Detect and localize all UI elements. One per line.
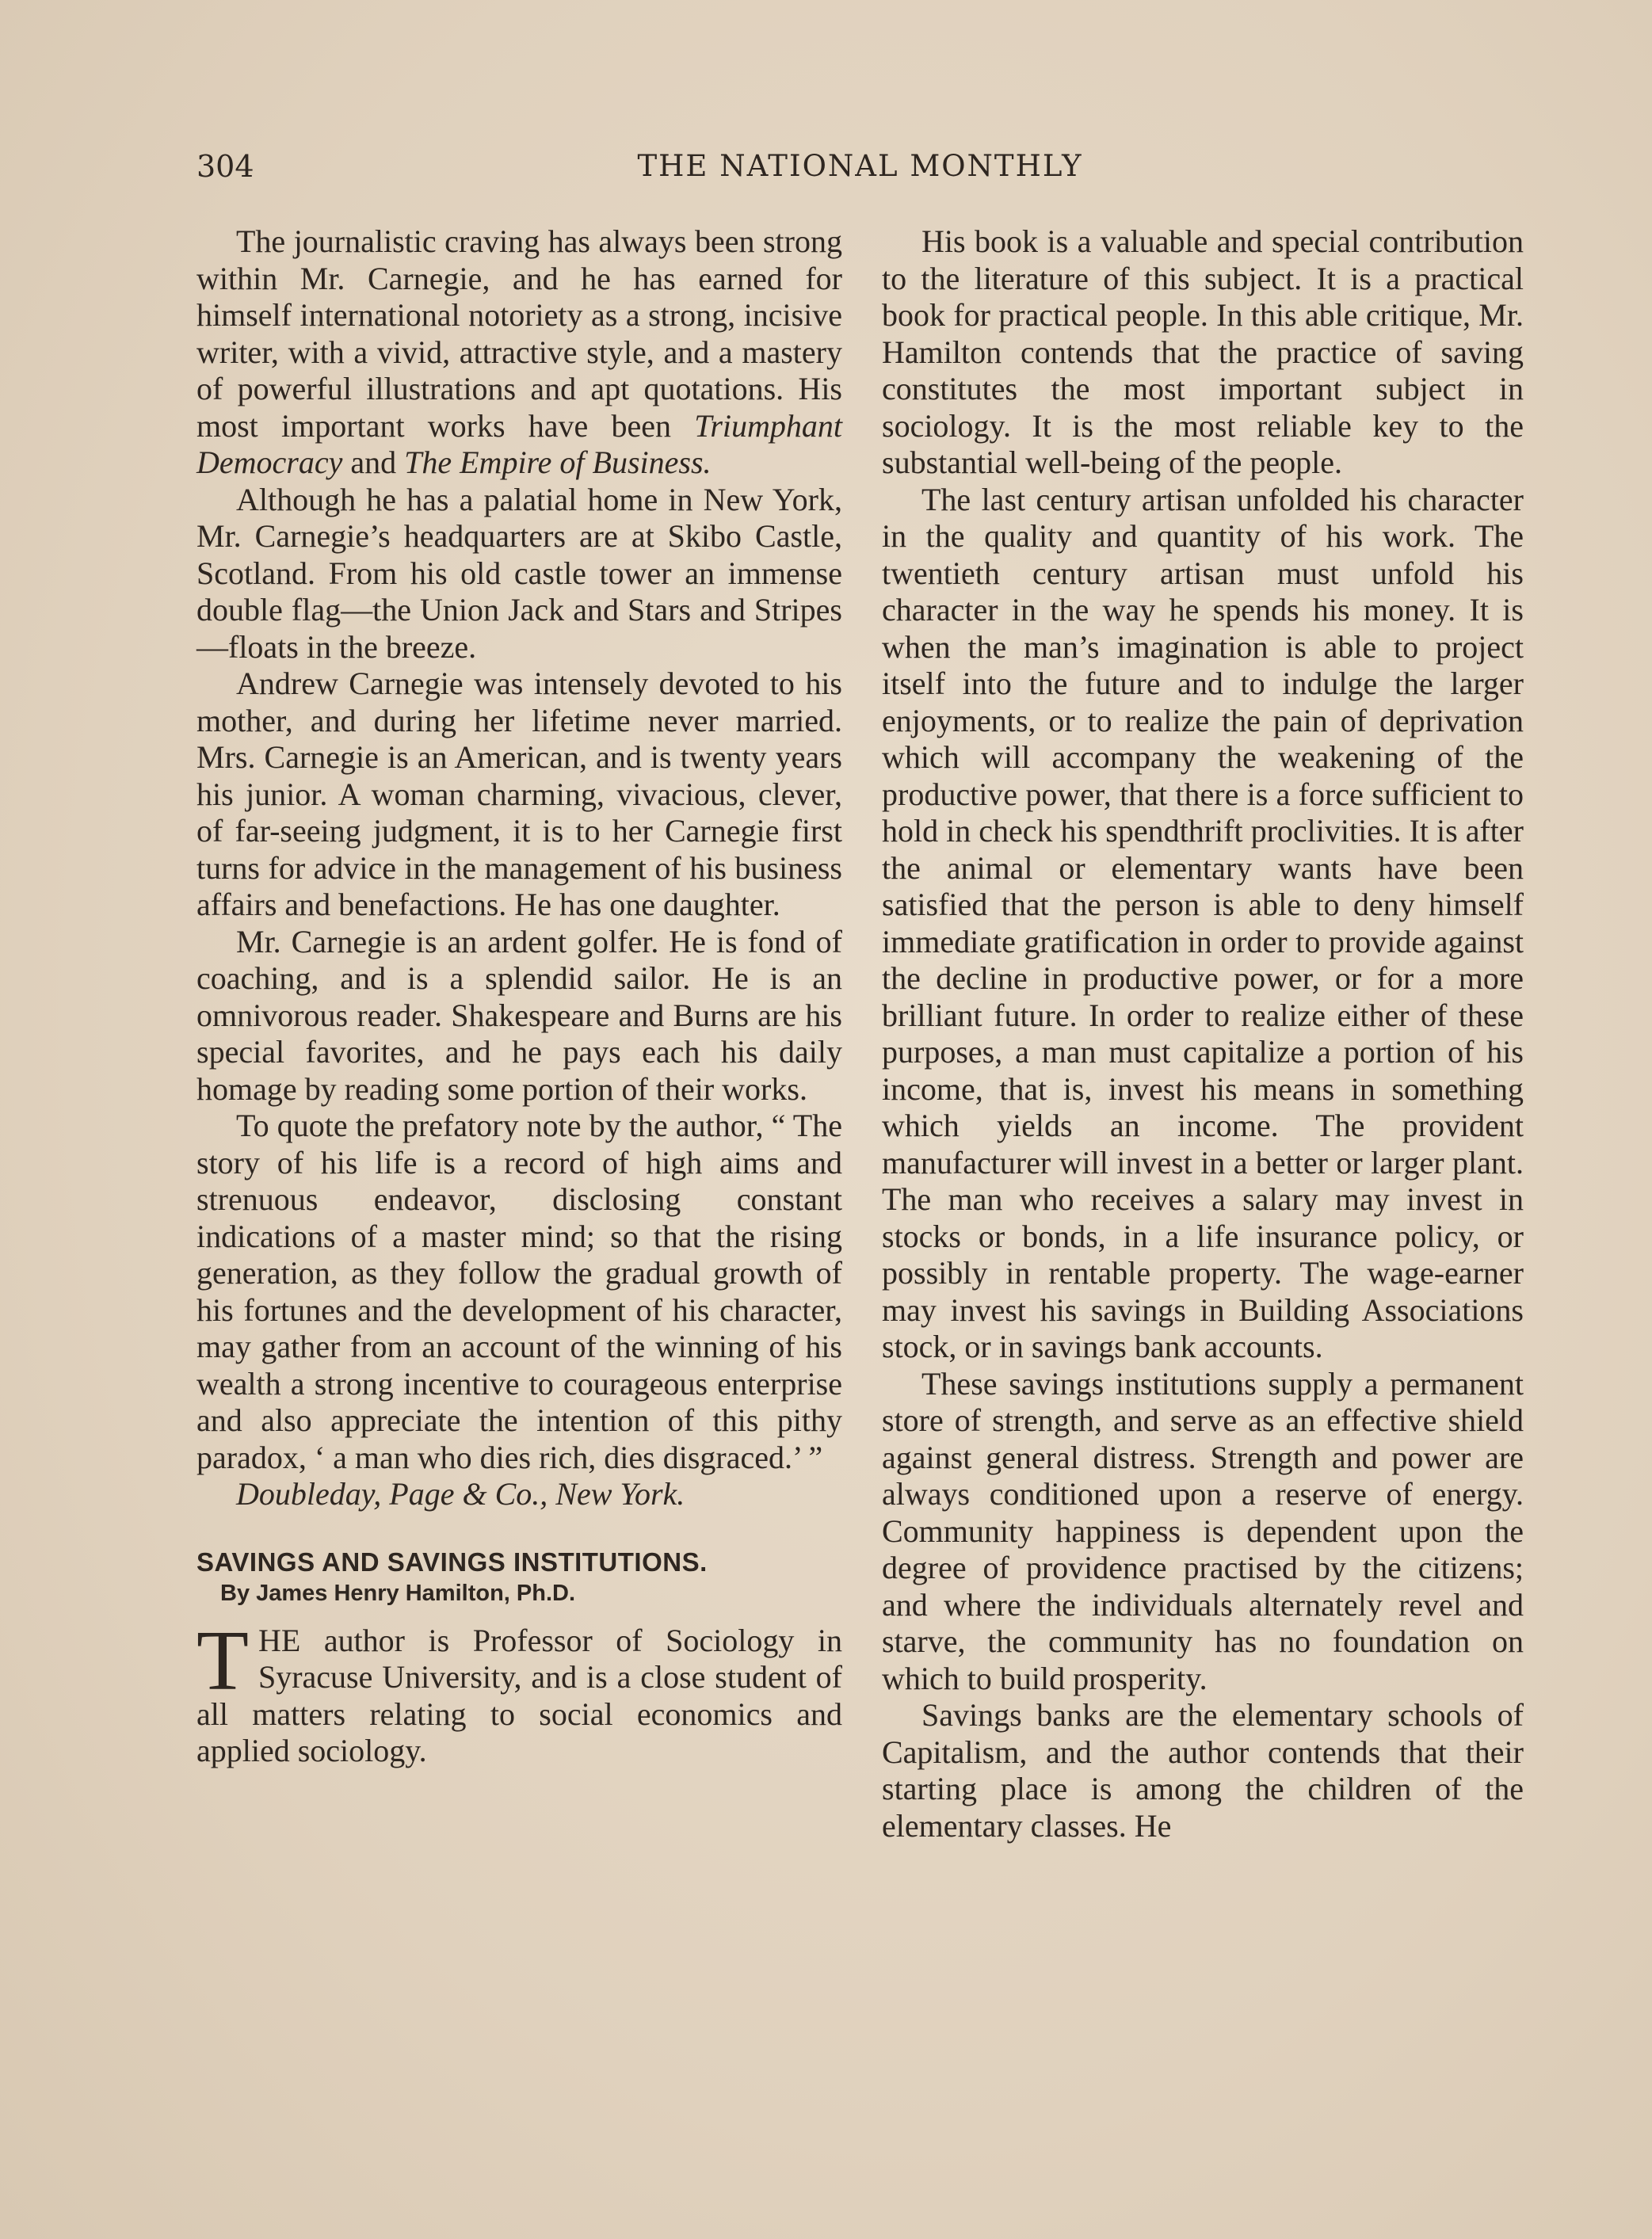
paragraph — [196, 1613, 842, 1770]
book-title: Triumphant Democracy — [196, 407, 842, 480]
paragraph: Although he has a palatial home in New York, Mr. Carnegie’s headquarters are at Skibo Castle, Scotland. From his old castle tower an immense double flag—the Union Jack and Stars and Stripes—floats in the breeze. — [196, 481, 842, 665]
paragraph: Mr. Carnegie is an ardent golfer. He is fond of coaching, and is a splendid sailor. He is an omnivorous reader. Shakespeare and Burns are his special favorites, and he pays each his daily homage by reading some portion of their works. — [196, 923, 842, 1107]
paragraph: His book is a valuable and special contribution to the literature of this subject. It is a practical book for practical people. In this able critique, Mr. Hamilton contends that the practice of saving constitutes the most important subject in sociology. It is the most reliable key to the substantial well-being of the people. — [882, 223, 1524, 480]
review-title: SAVINGS AND SAVINGS INSTITUTIONS. — [196, 1547, 708, 1577]
paragraph: The last century artisan unfolded his character in the quality and quantity of his work. The twentieth century artisan must unfold his character in the way he spends his money. It is when the man’s imagination is able to project itself into the future and to indulge the larger enjoyments, or to realize the pain of deprivation which will accompany the weakening of the productive power, that there is a force sufficient to hold in check his spendthrift proclivities. It is after the animal or elementary wants have been satisfied that the person is able to deny himself immediate gratification in order to provide against the decline in productive power, or for a more brilliant future. In order to realize either of these purposes, a man must capitalize a portion of his income, that is, invest his means in something which yields an income. The provident manufacturer will invest in a better or larger plant. The man who receives a salary may invest in stocks or bonds, in a life insurance policy, or possibly in rentable property. The wage-earner may invest his savings in Building Associations stock, or in savings bank accounts. — [882, 481, 1524, 1364]
publisher-citation: Doubleday, Page & Co., New York. — [236, 1476, 685, 1512]
book-title: The Empire of Business. — [404, 444, 712, 480]
drop-cap: T — [196, 1613, 249, 1708]
page-header — [196, 143, 1524, 190]
right-column — [882, 223, 1524, 1844]
paragraph-text: The journalistic craving has always been strong within Mr. Carnegie, and he has earned for himself international notoriety as a strong, incisive writer, with a vivid, attractive style, and a mastery of powerful illustrations and apt quotations. His most important works have been — [196, 223, 842, 444]
running-head: THE NATIONAL MONTHLY — [637, 149, 1083, 183]
paragraph-text: HE author is Professor of Sociology in Syracuse University, and is a close student of all matters relating to social economics and applied sociology. — [196, 1622, 842, 1768]
paragraph: To quote the prefatory note by the author, “ The story of his life is a record of high aims and strenuous endeavor, disclosing constant indications of a master mind; so that the rising generation, as they follow the gradual growth of his fortunes and the development of his character, may gather from an account of the winning of his wealth a strong incentive to courageous enterprise and also appreciate the intention of this pithy paradox, ‘ a man who dies rich, dies disgraced.’ ” — [196, 1108, 842, 1475]
paragraph — [196, 223, 842, 482]
page-number: 304 — [196, 149, 254, 184]
paragraph: Andrew Carnegie was intensely devoted to his mother, and during her lifetime never married. Mrs. Carnegie is an American, and is twenty years his junior. A woman charming, vivacious, clever, of far-seeing judgment, it is to her Carnegie first turns for advice in the management of his business affairs and benefactions. He has one daughter. — [196, 666, 842, 922]
paragraph: These savings institutions supply a permanent store of strength, and serve as an effective shield against general distress. Strength and power are always conditioned upon a reserve of energy. Community happiness is dependent upon the degree of providence practised by the citizens; and where the individuals alternately revel and starve, the community has no foundation on which to build prosperity. — [882, 1365, 1524, 1696]
left-column — [196, 223, 842, 1770]
paragraph-text: and — [342, 444, 405, 480]
review-byline: By James Henry Hamilton, Ph.D. — [220, 1580, 576, 1606]
paragraph: Savings banks are the elementary schools of Capitalism, and the author contends that their starting place is among the children of the elementary classes. He — [882, 1697, 1524, 1844]
